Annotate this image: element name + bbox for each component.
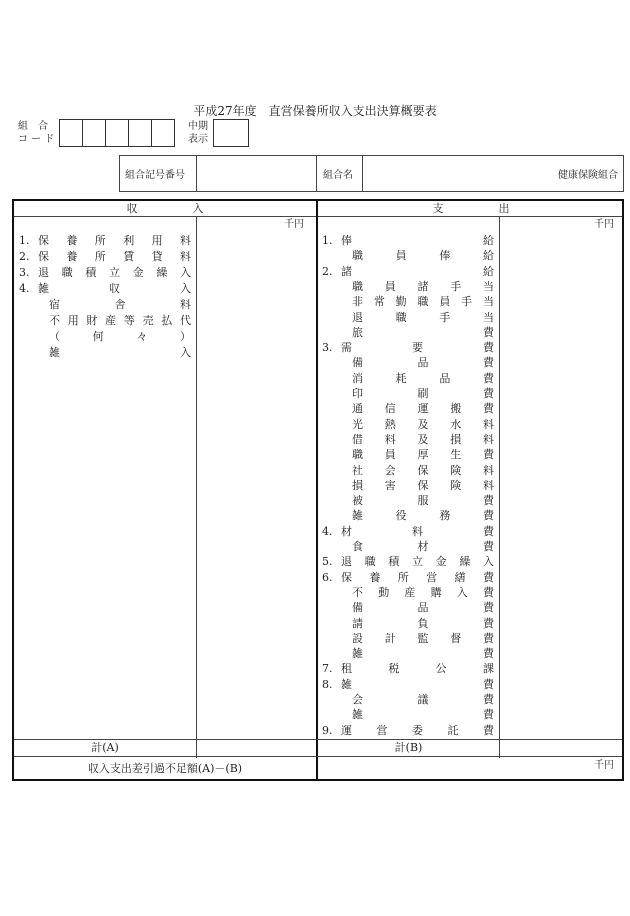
item-label: 退職手当 (352, 310, 494, 324)
union-code-digit-4[interactable] (128, 119, 152, 147)
item-label: 職員諸手当 (352, 279, 494, 293)
item-label: 保養所利用料 (38, 234, 191, 247)
expense-item (322, 661, 494, 676)
item-label: 雑役務費 (352, 509, 494, 523)
item-label: 俸給 (341, 234, 494, 247)
expense-item (352, 386, 494, 401)
income-unit: 千円 (284, 219, 304, 230)
item-number: 3. (19, 266, 30, 279)
item-label: 材料費 (341, 524, 494, 538)
union-number-label: 組合記号番号 (119, 155, 197, 192)
item-label: 備品費 (352, 356, 494, 370)
expense-item (352, 539, 494, 554)
expense-item (322, 554, 494, 569)
expense-item (322, 340, 494, 355)
expense-item (352, 248, 494, 263)
income-item (49, 345, 191, 360)
balance-unit: 千円 (594, 760, 614, 771)
expense-item (352, 401, 494, 416)
item-number: 1. (19, 234, 30, 247)
expense-item (322, 264, 494, 279)
union-code-digit-5[interactable] (151, 119, 175, 147)
total-bottom-line (14, 756, 622, 757)
midterm-label-line1: 中期 (188, 121, 208, 132)
midterm-label-line2: 表示 (188, 134, 208, 145)
income-item (19, 233, 191, 248)
item-label: 退職積立金繰入 (341, 555, 494, 569)
union-number-field[interactable] (196, 155, 317, 192)
expense-item (352, 478, 494, 493)
union-code-digit-2[interactable] (82, 119, 106, 147)
income-item (19, 281, 191, 296)
item-label: 印刷費 (352, 387, 494, 400)
expense-item (352, 371, 494, 386)
item-label: 保養所営繕費 (341, 570, 494, 584)
expense-item (322, 677, 494, 692)
expense-unit: 千円 (594, 219, 614, 230)
item-label: （何々） (49, 330, 191, 343)
expense-item (352, 600, 494, 615)
income-item (49, 329, 191, 344)
income-amount-divider (196, 216, 197, 758)
expense-item (322, 723, 494, 738)
expense-item (352, 310, 494, 325)
union-code-boxes (59, 119, 175, 147)
item-label: 不用財産等売払代 (49, 314, 191, 327)
item-number: 2. (19, 250, 30, 263)
expense-item (322, 570, 494, 585)
expense-item (322, 524, 494, 539)
settlement-table (12, 199, 624, 781)
income-header: 収 入 (126, 202, 204, 215)
item-number: 1. (322, 234, 333, 247)
item-label: 食材費 (352, 540, 494, 553)
item-label: 被服費 (352, 494, 494, 508)
union-code-digit-3[interactable] (105, 119, 129, 147)
item-label: 会議費 (352, 693, 494, 706)
item-label: 備品費 (352, 601, 494, 615)
item-label: 雑費 (352, 647, 494, 661)
expense-item (352, 294, 494, 309)
expense-item (352, 692, 494, 707)
item-label: 諸給 (341, 264, 494, 278)
expense-item (322, 233, 494, 248)
item-number: 5. (322, 555, 333, 569)
item-label: 社会保険料 (352, 463, 494, 477)
income-item (19, 249, 191, 264)
item-label: 通信運搬費 (352, 402, 494, 416)
item-label: 旅費 (352, 325, 494, 339)
item-number: 9. (322, 723, 333, 737)
item-label: 運営委託費 (341, 723, 494, 737)
item-label: 職員俸給 (352, 249, 494, 263)
union-code-label-line2: コ ー ド (18, 134, 55, 145)
item-label: 借料及損料 (352, 432, 494, 446)
item-label: 租税公課 (341, 662, 494, 676)
item-label: 退職積立金繰入 (38, 266, 191, 279)
union-code-digit-1[interactable] (59, 119, 83, 147)
expense-item (352, 432, 494, 447)
item-label: 雑費 (341, 677, 494, 691)
item-label: 損害保険料 (352, 478, 494, 492)
item-label: 設計監督費 (352, 631, 494, 645)
midterm-label (188, 120, 208, 146)
expense-item (352, 463, 494, 478)
expense-total-value[interactable] (500, 740, 622, 756)
item-label: 請負費 (352, 616, 494, 630)
item-number: 4. (322, 524, 333, 538)
item-label: 非常勤職員手当 (352, 295, 494, 309)
expense-item (352, 279, 494, 294)
expense-item (352, 508, 494, 523)
expense-total-label: 計(B) (394, 741, 423, 754)
expense-item (352, 707, 494, 722)
document-title: 平成27年度 直営保養所収入支出決算概要表 (193, 104, 437, 118)
item-label: 光熱及水料 (352, 417, 494, 431)
expense-item (352, 417, 494, 432)
expense-item (352, 447, 494, 462)
item-number: 4. (19, 282, 30, 295)
income-item (19, 265, 191, 280)
midterm-box[interactable] (213, 119, 249, 147)
item-number: 8. (322, 677, 333, 691)
item-label: 宿舎料 (49, 298, 191, 311)
item-label: 職員厚生費 (352, 448, 494, 462)
item-label: 保養所賃貸料 (38, 250, 191, 263)
union-code-label-line1: 組 合 (18, 121, 48, 132)
item-label: 消耗品費 (352, 371, 494, 385)
expense-amount-divider (499, 216, 500, 758)
expense-item (352, 646, 494, 661)
item-number: 2. (322, 264, 333, 278)
item-label: 需要費 (341, 341, 494, 355)
item-number: 7. (322, 662, 333, 676)
item-label: 雑費 (352, 708, 494, 722)
income-total-value[interactable] (197, 740, 315, 756)
income-total-label: 計(A) (91, 741, 119, 754)
center-divider (316, 201, 318, 779)
income-item (49, 313, 191, 328)
expense-header: 支 出 (432, 202, 510, 215)
expense-item (352, 325, 494, 340)
union-name-label: 組合名 (316, 155, 363, 192)
balance-label: 収入支出差引過不足額(A)－(B) (87, 762, 243, 775)
item-number: 3. (322, 341, 333, 355)
item-label: 雑入 (49, 346, 191, 359)
item-label: 雑収入 (38, 282, 191, 295)
expense-item (352, 493, 494, 508)
expense-item (352, 631, 494, 646)
union-name-field[interactable]: 健康保険組合 (362, 155, 624, 192)
expense-item (352, 355, 494, 370)
union-code-label (18, 120, 54, 146)
item-label: 不動産購入費 (352, 585, 494, 599)
expense-item (352, 585, 494, 600)
expense-item (352, 616, 494, 631)
income-item (49, 297, 191, 312)
item-number: 6. (322, 570, 333, 584)
